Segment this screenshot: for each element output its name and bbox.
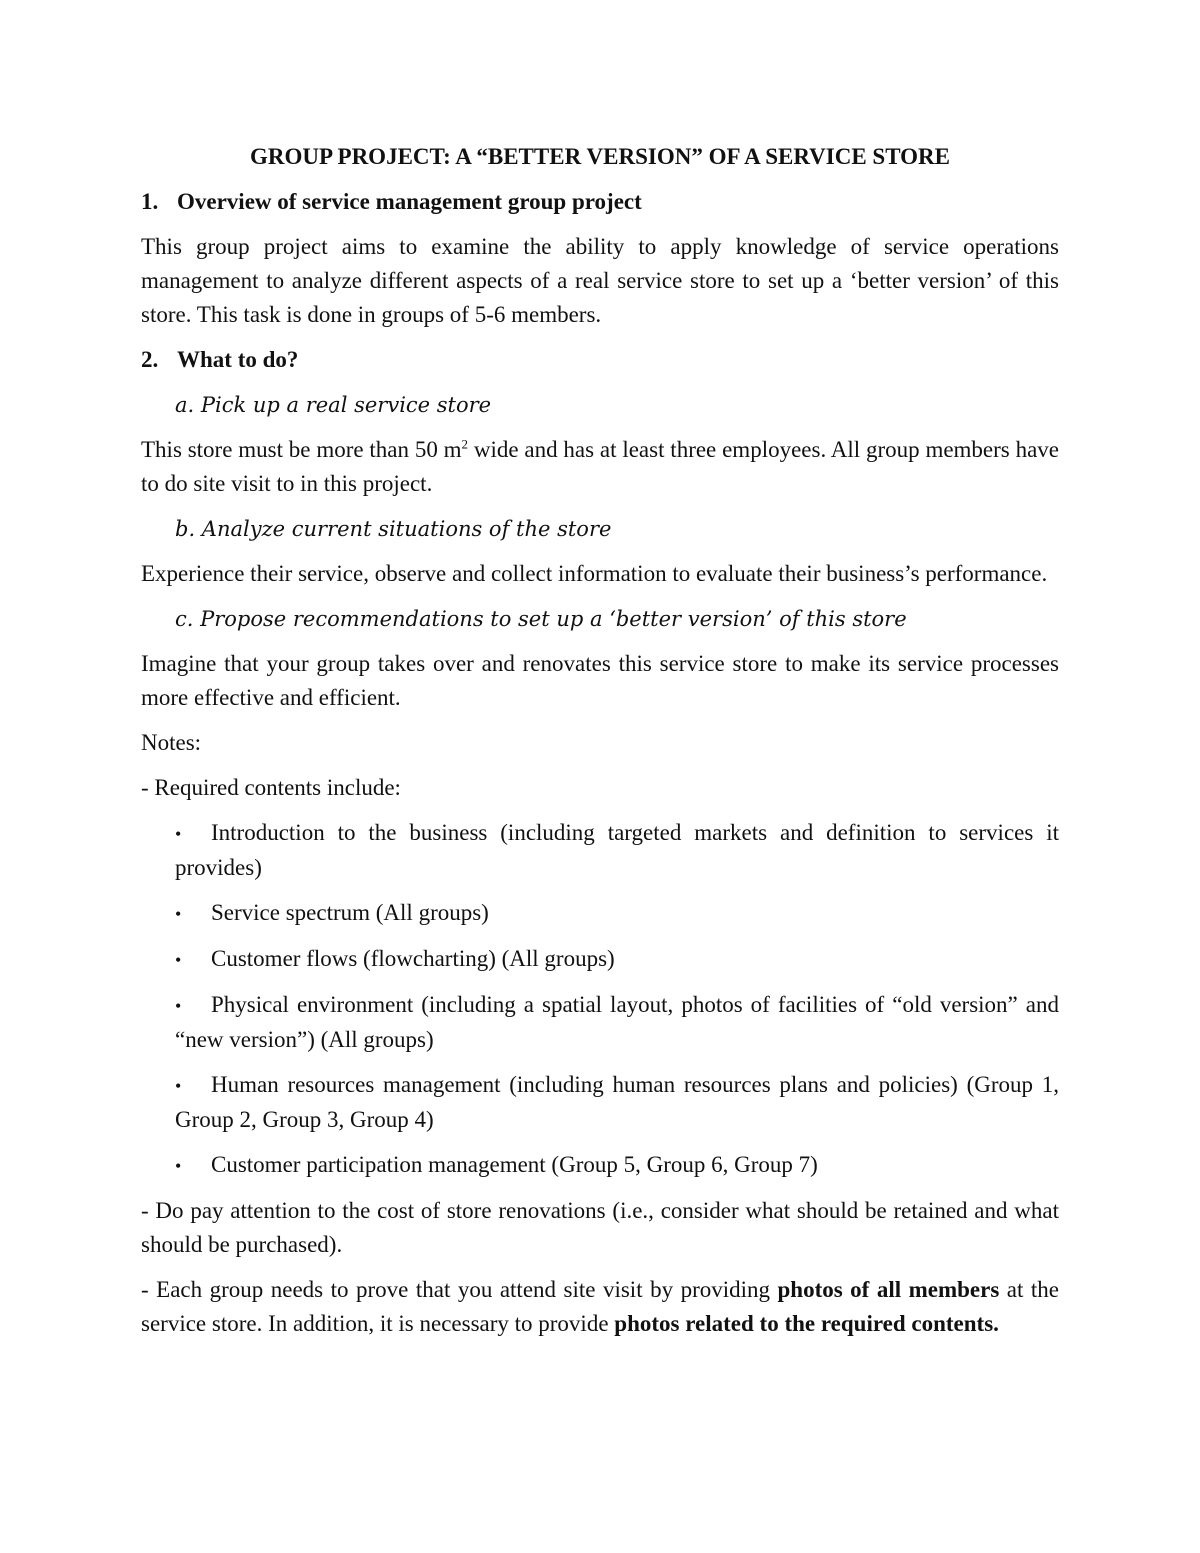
document-title: GROUP PROJECT: A “BETTER VERSION” OF A SERVICE STORE	[249, 144, 950, 169]
bullet-icon: •	[175, 1156, 182, 1176]
list-item	[175, 942, 1059, 977]
squared-superscript: 2	[461, 436, 469, 452]
list-item-text: Customer flows (flowcharting) (All groups)	[211, 946, 615, 971]
section-1-title: Overview of service management group project	[177, 189, 642, 214]
subsection-a-body-text: This store must be more than 50 m	[141, 437, 462, 462]
section-1-heading	[141, 185, 1059, 219]
list-item-text: Human resources management (including human resources plans and policies) (Group 1, Group 2, Group 3, Group 4)	[175, 1072, 1059, 1132]
subsection-c-label: c. Propose recommendations to set up a ‘better version’ of this store	[175, 607, 907, 631]
document-page	[141, 140, 1059, 1352]
section-2-heading	[141, 343, 1059, 377]
subsection-b-label: b. Analyze current situations of the store	[175, 517, 612, 541]
list-item-text: Service spectrum (All groups)	[211, 900, 489, 925]
section-2-title: What to do?	[177, 347, 299, 372]
list-item-text: Customer participation management (Group 5, Group 6, Group 7)	[211, 1152, 818, 1177]
notes-label: Notes:	[141, 730, 202, 755]
cost-note: - Do pay attention to the cost of store renovations (i.e., consider what should be retained and what should be purchased).	[141, 1198, 1059, 1257]
subsection-a-body-text-end: wide and has at least three employees. All group members have to do site visit to in this project.	[141, 437, 1059, 496]
bullet-icon: •	[175, 950, 182, 970]
subsection-a-label: a. Pick up a real service store	[175, 393, 492, 417]
list-item-text: Physical environment (including a spatial layout, photos of facilities of “old version” and “new version”) (All groups)	[175, 992, 1059, 1052]
photo-note-text-cont: at the service store. In addition, it is necessary to provide	[141, 1277, 1059, 1336]
subsection-b-body: Experience their service, observe and collect information to evaluate their business’s performance.	[141, 561, 1048, 586]
section-1-body: This group project aims to examine the ability to apply knowledge of service operations management to analyze different aspects of a real service store to set up a ‘better version’ of this store. This task is done in groups of 5-6 members.	[141, 234, 1059, 327]
section-1-number: 1.	[141, 189, 159, 214]
bullet-icon: •	[175, 996, 182, 1016]
list-item	[175, 896, 1059, 931]
list-item	[175, 816, 1059, 885]
photo-note-text: - Each group needs to prove that you attend site visit by providing	[141, 1277, 778, 1302]
required-contents-intro: - Required contents include:	[141, 775, 401, 800]
list-item	[175, 988, 1059, 1057]
bullet-icon: •	[175, 904, 182, 924]
section-2-number: 2.	[141, 347, 159, 372]
subsection-a-body	[141, 433, 1059, 501]
list-item	[175, 1068, 1059, 1137]
photo-note-emphasis-end: photos related to the required contents.	[614, 1311, 999, 1336]
list-item-text: Introduction to the business (including targeted markets and definition to services it provides)	[175, 820, 1059, 880]
photo-note-emphasis: photos of all members	[777, 1277, 1000, 1302]
list-item	[175, 1148, 1059, 1183]
bullet-icon: •	[175, 1076, 182, 1096]
photo-note	[141, 1273, 1059, 1341]
subsection-c-body: Imagine that your group takes over and renovates this service store to make its service processes more effective and efficient.	[141, 651, 1059, 710]
bullet-icon: •	[175, 824, 182, 844]
required-contents-list	[141, 816, 1059, 1183]
